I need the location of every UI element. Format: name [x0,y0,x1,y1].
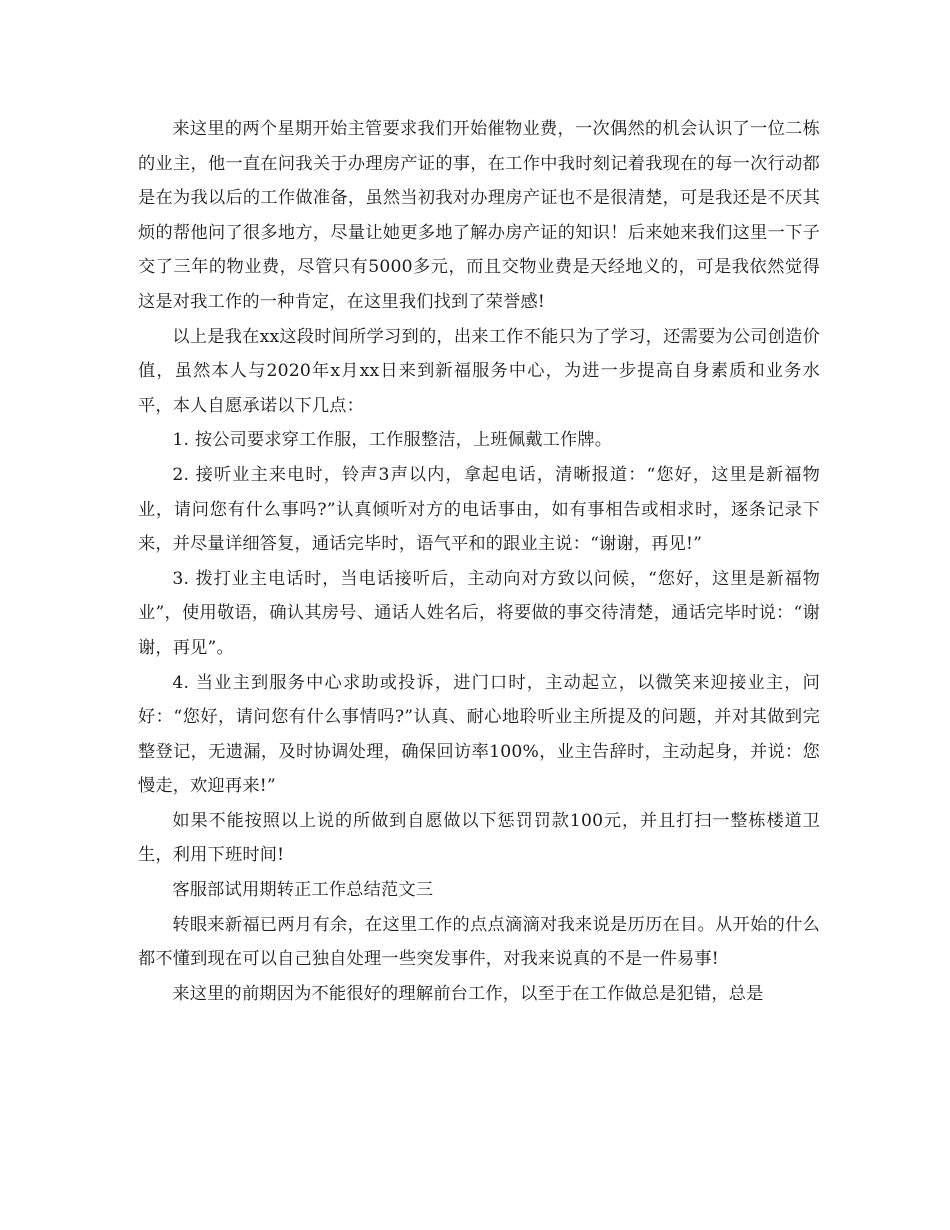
paragraph-two-months: 转眼来新福已两月有余，在这里工作的点点滴滴对我来说是历历在目。从开始的什么都不懂到现在可以自己独自处理一些突发事件，对我来说真的不是一件易事! [138,914,820,970]
paragraph-early-period: 来这里的前期因为不能很好的理解前台工作，以至于在工作做总是犯错，总是 [172,983,764,1004]
paragraph-item-3: 3. 拨打业主电话时，当电话接听后，主动向对方致以问候，“您好，这里是新福物业”，使用敬语，确认其房号、通话人姓名后，将要做的事交待清楚，通话完毕时说：“谢谢，再见”。 [138,568,820,658]
paragraph-penalty: 如果不能按照以上说的所做到自愿做以下惩罚罚款100元，并且打扫一整栋楼道卫生，利用下班时间! [138,810,820,866]
paragraph-commitment-intro: 以上是我在xx这段时间所学习到的，出来工作不能只为了学习，还需要为公司创造价值，虽然本人与2020年x月xx日来到新福服务中心，为进一步提高自身素质和业务水平，本人自愿承诺以下几点： [138,326,820,416]
document-body [138,112,820,1011]
section-heading: 客服部试用期转正工作总结范文三 [172,880,434,901]
paragraph-item-2: 2. 接听业主来电时，铃声3声以内，拿起电话，清晰报道：“您好，这里是新福物业，请问您有什么事吗?”认真倾听对方的电话事由，如有事相告或相求时，逐条记录下来，并尽量详细答复，通话完毕时，语气平和的跟业主说：“谢谢，再见!” [138,464,820,555]
paragraph-property-fee: 来这里的两个星期开始主管要求我们开始催物业费，一次偶然的机会认识了一位二栋的业主，他一直在问我关于办理房产证的事，在工作中我时刻记着我现在的每一次行动都是在为我以后的工作做准备，虽然当初我对办理房产证也不是很清楚，可是我还是不厌其烦的帮他问了很多地方，尽量让她更多地了解办房产证的知识！后来她来我们这里一下子交了三年的物业费，尽管只有5000多元，而且交物业费是天经地义的，可是我依然觉得这是对我工作的一种肯定，在这里我们找到了荣誉感! [138,119,820,312]
paragraph-item-4: 4. 当业主到服务中心求助或投诉，进门口时，主动起立，以微笑来迎接业主，问好：“您好，请问您有什么事情吗?”认真、耐心地聆听业主所提及的问题，并对其做到完整登记，无遗漏，及时协调处理，确保回访率100%，业主告辞时，主动起身，并说：您慢走，欢迎再来!” [138,672,820,797]
paragraph-item-1: 1. 按公司要求穿工作服，工作服整洁，上班佩戴工作牌。 [172,430,613,451]
